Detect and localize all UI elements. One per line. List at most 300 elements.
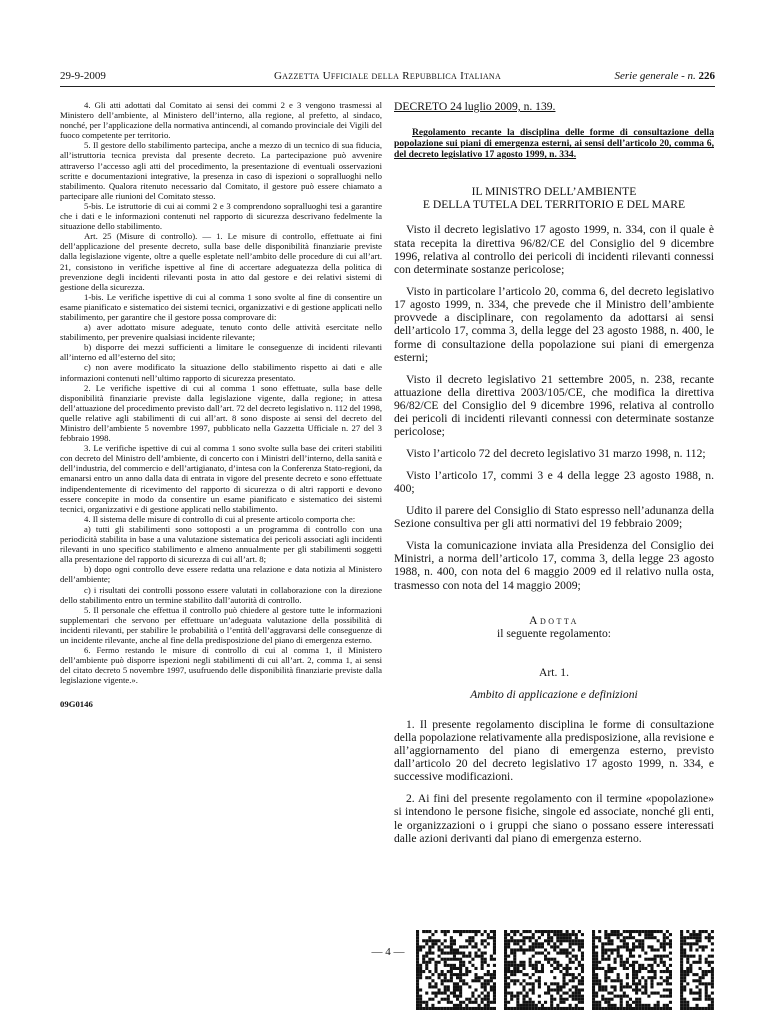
barcode-module (705, 988, 708, 991)
barcode-module (434, 970, 437, 973)
barcode-module (453, 952, 456, 955)
barcode-module (453, 973, 456, 976)
barcode-module (453, 1007, 456, 1010)
barcode-module (522, 973, 525, 976)
datamatrix-code-2 (504, 930, 584, 1010)
barcode-module (663, 942, 666, 945)
barcode-module (666, 979, 669, 982)
barcode-module (538, 942, 541, 945)
barcode-module (569, 973, 572, 976)
barcode-module (538, 995, 541, 998)
barcode-module (654, 948, 657, 951)
barcode-module (669, 952, 672, 955)
barcode-module (610, 979, 613, 982)
barcode-module (595, 967, 598, 970)
barcode-module (629, 998, 632, 1001)
barcode-module (450, 939, 453, 942)
barcode-module (504, 995, 507, 998)
barcode-module (510, 998, 513, 1001)
barcode-module (647, 930, 650, 933)
barcode-module (490, 955, 493, 958)
barcode-module (450, 1001, 453, 1004)
barcode-module (535, 942, 538, 945)
barcode-module (487, 998, 490, 1001)
barcode-module (601, 1007, 604, 1010)
barcode-module (462, 973, 465, 976)
barcode-module (510, 961, 513, 964)
barcode-module (572, 998, 575, 1001)
barcode-module (657, 964, 660, 967)
left-paragraph: Art. 25 (Misure di controllo). — 1. Le misure di controllo, effettuate ai fini dell’applicazione del presente decreto, sulla base delle disponibilità finanziarie previste dalla legislazione vigente, oltre a quelle espletate nell’ambito delle procedure di cui all’art. 21, consistono in verifiche ispettive al fine di accertare adeguatezza della politica di prevenzione degli incidenti rilevanti posta in atto dal gestore e dei relativi sistemi di gestione della sicurezza. (60, 231, 382, 292)
barcode-module (516, 948, 519, 951)
barcode-module (450, 967, 453, 970)
barcode-module (660, 961, 663, 964)
barcode-module (566, 952, 569, 955)
barcode-module (604, 998, 607, 1001)
barcode-module (559, 995, 562, 998)
barcode-module (632, 930, 635, 933)
barcode-module (566, 973, 569, 976)
barcode-module (592, 930, 595, 933)
barcode-module (692, 998, 695, 1001)
barcode-module (581, 955, 584, 958)
barcode-module (519, 933, 522, 936)
barcode-module (623, 936, 626, 939)
barcode-module (419, 995, 422, 998)
barcode-module (711, 961, 714, 964)
barcode-module (632, 948, 635, 951)
barcode-module (450, 979, 453, 982)
barcode-module (650, 1007, 653, 1010)
barcode-module (544, 958, 547, 961)
barcode-module (632, 1007, 635, 1010)
barcode-module (438, 1001, 441, 1004)
barcode-module (638, 979, 641, 982)
barcode-module (456, 952, 459, 955)
barcode-module (490, 958, 493, 961)
barcode-module (522, 930, 525, 933)
barcode-module (654, 958, 657, 961)
barcode-module (490, 979, 493, 982)
barcode-module (532, 967, 535, 970)
barcode-module (425, 939, 428, 942)
barcode-module (708, 961, 711, 964)
barcode-module (572, 979, 575, 982)
barcode-module (471, 992, 474, 995)
barcode-module (650, 930, 653, 933)
barcode-module (654, 1004, 657, 1007)
barcode-module (604, 976, 607, 979)
barcode-module (595, 1007, 598, 1010)
barcode-module (550, 995, 553, 998)
barcode-module (695, 942, 698, 945)
barcode-module (578, 964, 581, 967)
barcode-module (620, 1004, 623, 1007)
barcode-module (711, 970, 714, 973)
barcode-module (453, 948, 456, 951)
barcode-module (695, 933, 698, 936)
barcode-module (578, 973, 581, 976)
datamatrix-code-4 (680, 930, 714, 1010)
barcode-module (592, 933, 595, 936)
barcode-module (598, 1007, 601, 1010)
barcode-module (566, 967, 569, 970)
barcode-module (617, 948, 620, 951)
barcode-module (522, 998, 525, 1001)
barcode-module (462, 1001, 465, 1004)
barcode-module (669, 992, 672, 995)
barcode-module (581, 942, 584, 945)
barcode-module (607, 936, 610, 939)
barcode-module (614, 985, 617, 988)
barcode-module (604, 988, 607, 991)
barcode-module (447, 952, 450, 955)
barcode-module (629, 948, 632, 951)
barcode-module (559, 942, 562, 945)
barcode-module (441, 982, 444, 985)
decree-heading: DECRETO 24 luglio 2009, n. 139. (394, 100, 556, 113)
barcode-module (702, 982, 705, 985)
barcode-module (692, 930, 695, 933)
barcode-module (490, 988, 493, 991)
barcode-module (459, 1004, 462, 1007)
barcode-module (644, 930, 647, 933)
barcode-module (689, 992, 692, 995)
barcode-module (529, 958, 532, 961)
recital-paragraph: Visto l’articolo 72 del decreto legislativo 31 marzo 1998, n. 112; (406, 447, 706, 461)
barcode-module (419, 964, 422, 967)
barcode-module (610, 1004, 613, 1007)
barcode-module (481, 933, 484, 936)
barcode-module (572, 961, 575, 964)
barcode-module (516, 992, 519, 995)
barcode-module (708, 982, 711, 985)
barcode-module (607, 933, 610, 936)
barcode-module (650, 948, 653, 951)
barcode-module (614, 958, 617, 961)
barcode-module (614, 1004, 617, 1007)
barcode-module (666, 936, 669, 939)
barcode-module (493, 998, 496, 1001)
barcode-module (610, 933, 613, 936)
barcode-module (490, 976, 493, 979)
barcode-module (663, 939, 666, 942)
barcode-module (711, 948, 714, 951)
barcode-module (513, 979, 516, 982)
datamatrix-code-1 (416, 930, 496, 1010)
barcode-module (562, 952, 565, 955)
barcode-module (481, 958, 484, 961)
barcode-module (626, 982, 629, 985)
barcode-module (607, 967, 610, 970)
barcode-module (607, 992, 610, 995)
barcode-module (471, 958, 474, 961)
barcode-module (487, 992, 490, 995)
barcode-module (632, 970, 635, 973)
barcode-module (416, 995, 419, 998)
barcode-module (541, 964, 544, 967)
barcode-module (447, 930, 450, 933)
barcode-module (416, 933, 419, 936)
barcode-module (620, 939, 623, 942)
barcode-module (592, 992, 595, 995)
barcode-module (459, 995, 462, 998)
barcode-module (569, 958, 572, 961)
barcode-module (654, 936, 657, 939)
barcode-module (647, 1007, 650, 1010)
barcode-module (425, 955, 428, 958)
barcode-module (644, 985, 647, 988)
barcode-module (459, 973, 462, 976)
barcode-module (578, 992, 581, 995)
barcode-module (441, 930, 444, 933)
barcode-module (607, 976, 610, 979)
barcode-module (431, 958, 434, 961)
barcode-module (705, 998, 708, 1001)
barcode-module (456, 982, 459, 985)
barcode-module (598, 982, 601, 985)
barcode-module (644, 967, 647, 970)
barcode-module (669, 942, 672, 945)
barcode-module (638, 942, 641, 945)
barcode-module (614, 995, 617, 998)
barcode-module (535, 939, 538, 942)
barcode-module (438, 948, 441, 951)
barcode-module (459, 1001, 462, 1004)
barcode-module (607, 948, 610, 951)
barcode-module (513, 973, 516, 976)
barcode-module (532, 992, 535, 995)
barcode-module (660, 942, 663, 945)
barcode-module (575, 992, 578, 995)
barcode-module (529, 998, 532, 1001)
barcode-module (614, 1007, 617, 1010)
left-paragraph: 5-bis. Le istruttorie di cui ai commi 2 e 3 comprendono sopralluoghi tesi a garantire che i dati e le informazioni contenuti nel rapporto di sicurezza descrivano fedelmente la situazione dello stabilimento. (60, 200, 382, 232)
barcode-module (438, 988, 441, 991)
barcode-module (431, 973, 434, 976)
barcode-module (516, 942, 519, 945)
barcode-module (692, 942, 695, 945)
barcode-module (592, 958, 595, 961)
barcode-module (669, 958, 672, 961)
barcode-module (535, 952, 538, 955)
barcode-module (650, 985, 653, 988)
barcode-module (481, 976, 484, 979)
barcode-module (456, 948, 459, 951)
page-number: — 4 — (371, 946, 405, 958)
barcode-module (513, 1007, 516, 1010)
barcode-module (468, 939, 471, 942)
barcode-module (416, 945, 419, 948)
barcode-module (572, 992, 575, 995)
barcode-module (481, 961, 484, 964)
barcode-module (632, 942, 635, 945)
barcode-module (481, 967, 484, 970)
barcode-module (441, 973, 444, 976)
barcode-module (683, 948, 686, 951)
barcode-module (680, 945, 683, 948)
barcode-module (532, 955, 535, 958)
barcode-module (519, 961, 522, 964)
barcode-module (547, 933, 550, 936)
barcode-module (481, 942, 484, 945)
barcode-module (601, 955, 604, 958)
barcode-module (434, 939, 437, 942)
barcode-module (425, 967, 428, 970)
barcode-module (623, 967, 626, 970)
barcode-module (453, 964, 456, 967)
barcode-module (711, 942, 714, 945)
left-paragraph: c) non avere modificato la situazione dello stabilimento rispetto ai dati e alle informazioni contenuti nell’ultimo rapporto di sicurezza presentato. (60, 362, 382, 383)
barcode-module (507, 985, 510, 988)
barcode-module (532, 945, 535, 948)
header-gazette-title: Gazzetta Ufficiale della Repubblica Italiana (273, 70, 502, 82)
barcode-module (695, 936, 698, 939)
barcode-module (471, 1001, 474, 1004)
barcode-module (626, 930, 629, 933)
barcode-module (641, 964, 644, 967)
barcode-module (689, 936, 692, 939)
barcode-module (680, 939, 683, 942)
barcode-module (516, 979, 519, 982)
barcode-module (513, 933, 516, 936)
barcode-module (614, 961, 617, 964)
barcode-module (532, 1004, 535, 1007)
barcode-module (493, 995, 496, 998)
barcode-module (610, 1007, 613, 1010)
barcode-module (632, 967, 635, 970)
barcode-module (626, 976, 629, 979)
barcode-module (425, 1004, 428, 1007)
barcode-module (550, 982, 553, 985)
barcode-module (493, 933, 496, 936)
barcode-module (493, 985, 496, 988)
barcode-module (484, 930, 487, 933)
barcode-module (581, 998, 584, 1001)
barcode-module (626, 958, 629, 961)
barcode-module (535, 961, 538, 964)
barcode-module (592, 976, 595, 979)
barcode-module (504, 976, 507, 979)
barcode-module (425, 976, 428, 979)
barcode-module (626, 945, 629, 948)
barcode-module (711, 985, 714, 988)
barcode-module (438, 973, 441, 976)
barcode-module (450, 1007, 453, 1010)
barcode-module (559, 952, 562, 955)
barcode-module (575, 958, 578, 961)
barcode-module (481, 952, 484, 955)
barcode-module (453, 992, 456, 995)
barcode-module (610, 930, 613, 933)
barcode-module (468, 998, 471, 1001)
barcode-module (669, 988, 672, 991)
barcode-module (629, 1007, 632, 1010)
barcode-module (550, 1001, 553, 1004)
barcode-module (572, 933, 575, 936)
barcode-module (575, 976, 578, 979)
left-paragraph: a) aver adottato misure adeguate, tenuto conto delle attività esercitate nello stabilimento, per prevenire qualsiasi incidente rilevante; (60, 322, 382, 343)
barcode-module (526, 1004, 529, 1007)
barcode-module (641, 1004, 644, 1007)
barcode-module (604, 979, 607, 982)
barcode-module (575, 939, 578, 942)
barcode-module (559, 964, 562, 967)
barcode-module (516, 970, 519, 973)
barcode-module (663, 995, 666, 998)
barcode-module (680, 933, 683, 936)
barcode-module (595, 964, 598, 967)
barcode-module (428, 976, 431, 979)
barcode-module (507, 982, 510, 985)
barcode-module (635, 1004, 638, 1007)
barcode-module (535, 1007, 538, 1010)
barcode-module (459, 961, 462, 964)
barcode-module (422, 958, 425, 961)
barcode-module (459, 979, 462, 982)
barcode-module (683, 973, 686, 976)
barcode-module (522, 948, 525, 951)
barcode-module (680, 995, 683, 998)
barcode-module (428, 998, 431, 1001)
barcode-module (669, 945, 672, 948)
barcode-module (699, 936, 702, 939)
barcode-module (513, 982, 516, 985)
barcode-module (617, 952, 620, 955)
barcode-module (447, 1001, 450, 1004)
barcode-module (478, 979, 481, 982)
barcode-module (626, 985, 629, 988)
barcode-module (595, 992, 598, 995)
barcode-module (493, 1001, 496, 1004)
barcode-module (626, 936, 629, 939)
barcode-module (471, 939, 474, 942)
barcode-module (566, 930, 569, 933)
barcode-module (465, 945, 468, 948)
barcode-module (695, 985, 698, 988)
barcode-module (504, 942, 507, 945)
barcode-module (660, 976, 663, 979)
barcode-module (541, 1007, 544, 1010)
barcode-module (638, 967, 641, 970)
barcode-module (650, 982, 653, 985)
barcode-module (547, 942, 550, 945)
barcode-module (416, 970, 419, 973)
barcode-module (702, 945, 705, 948)
barcode-module (431, 933, 434, 936)
barcode-module (705, 936, 708, 939)
barcode-module (522, 936, 525, 939)
barcode-module (522, 942, 525, 945)
barcode-module (438, 961, 441, 964)
barcode-module (444, 988, 447, 991)
barcode-module (456, 1007, 459, 1010)
barcode-module (487, 942, 490, 945)
barcode-module (478, 976, 481, 979)
barcode-module (419, 1001, 422, 1004)
barcode-module (422, 939, 425, 942)
barcode-module (680, 992, 683, 995)
barcode-module (478, 955, 481, 958)
recital-paragraph: Visto in particolare l’articolo 20, comma 6, del decreto legislativo 17 agosto 1999, n. 334, che prevede che il Ministro dell’ambiente provvede a disciplinare, con regolamento da adottarsi ai sensi dell’articolo 17, comma 3, della legge del 23 agosto 1988, n. 400, le forme di consultazione della popolazione sui piani di emergenza esterni; (394, 284, 714, 364)
barcode-module (484, 1007, 487, 1010)
barcode-module (604, 958, 607, 961)
barcode-module (699, 955, 702, 958)
barcode-module (450, 936, 453, 939)
barcode-module (547, 961, 550, 964)
barcode-module (657, 1004, 660, 1007)
barcode-module (538, 970, 541, 973)
